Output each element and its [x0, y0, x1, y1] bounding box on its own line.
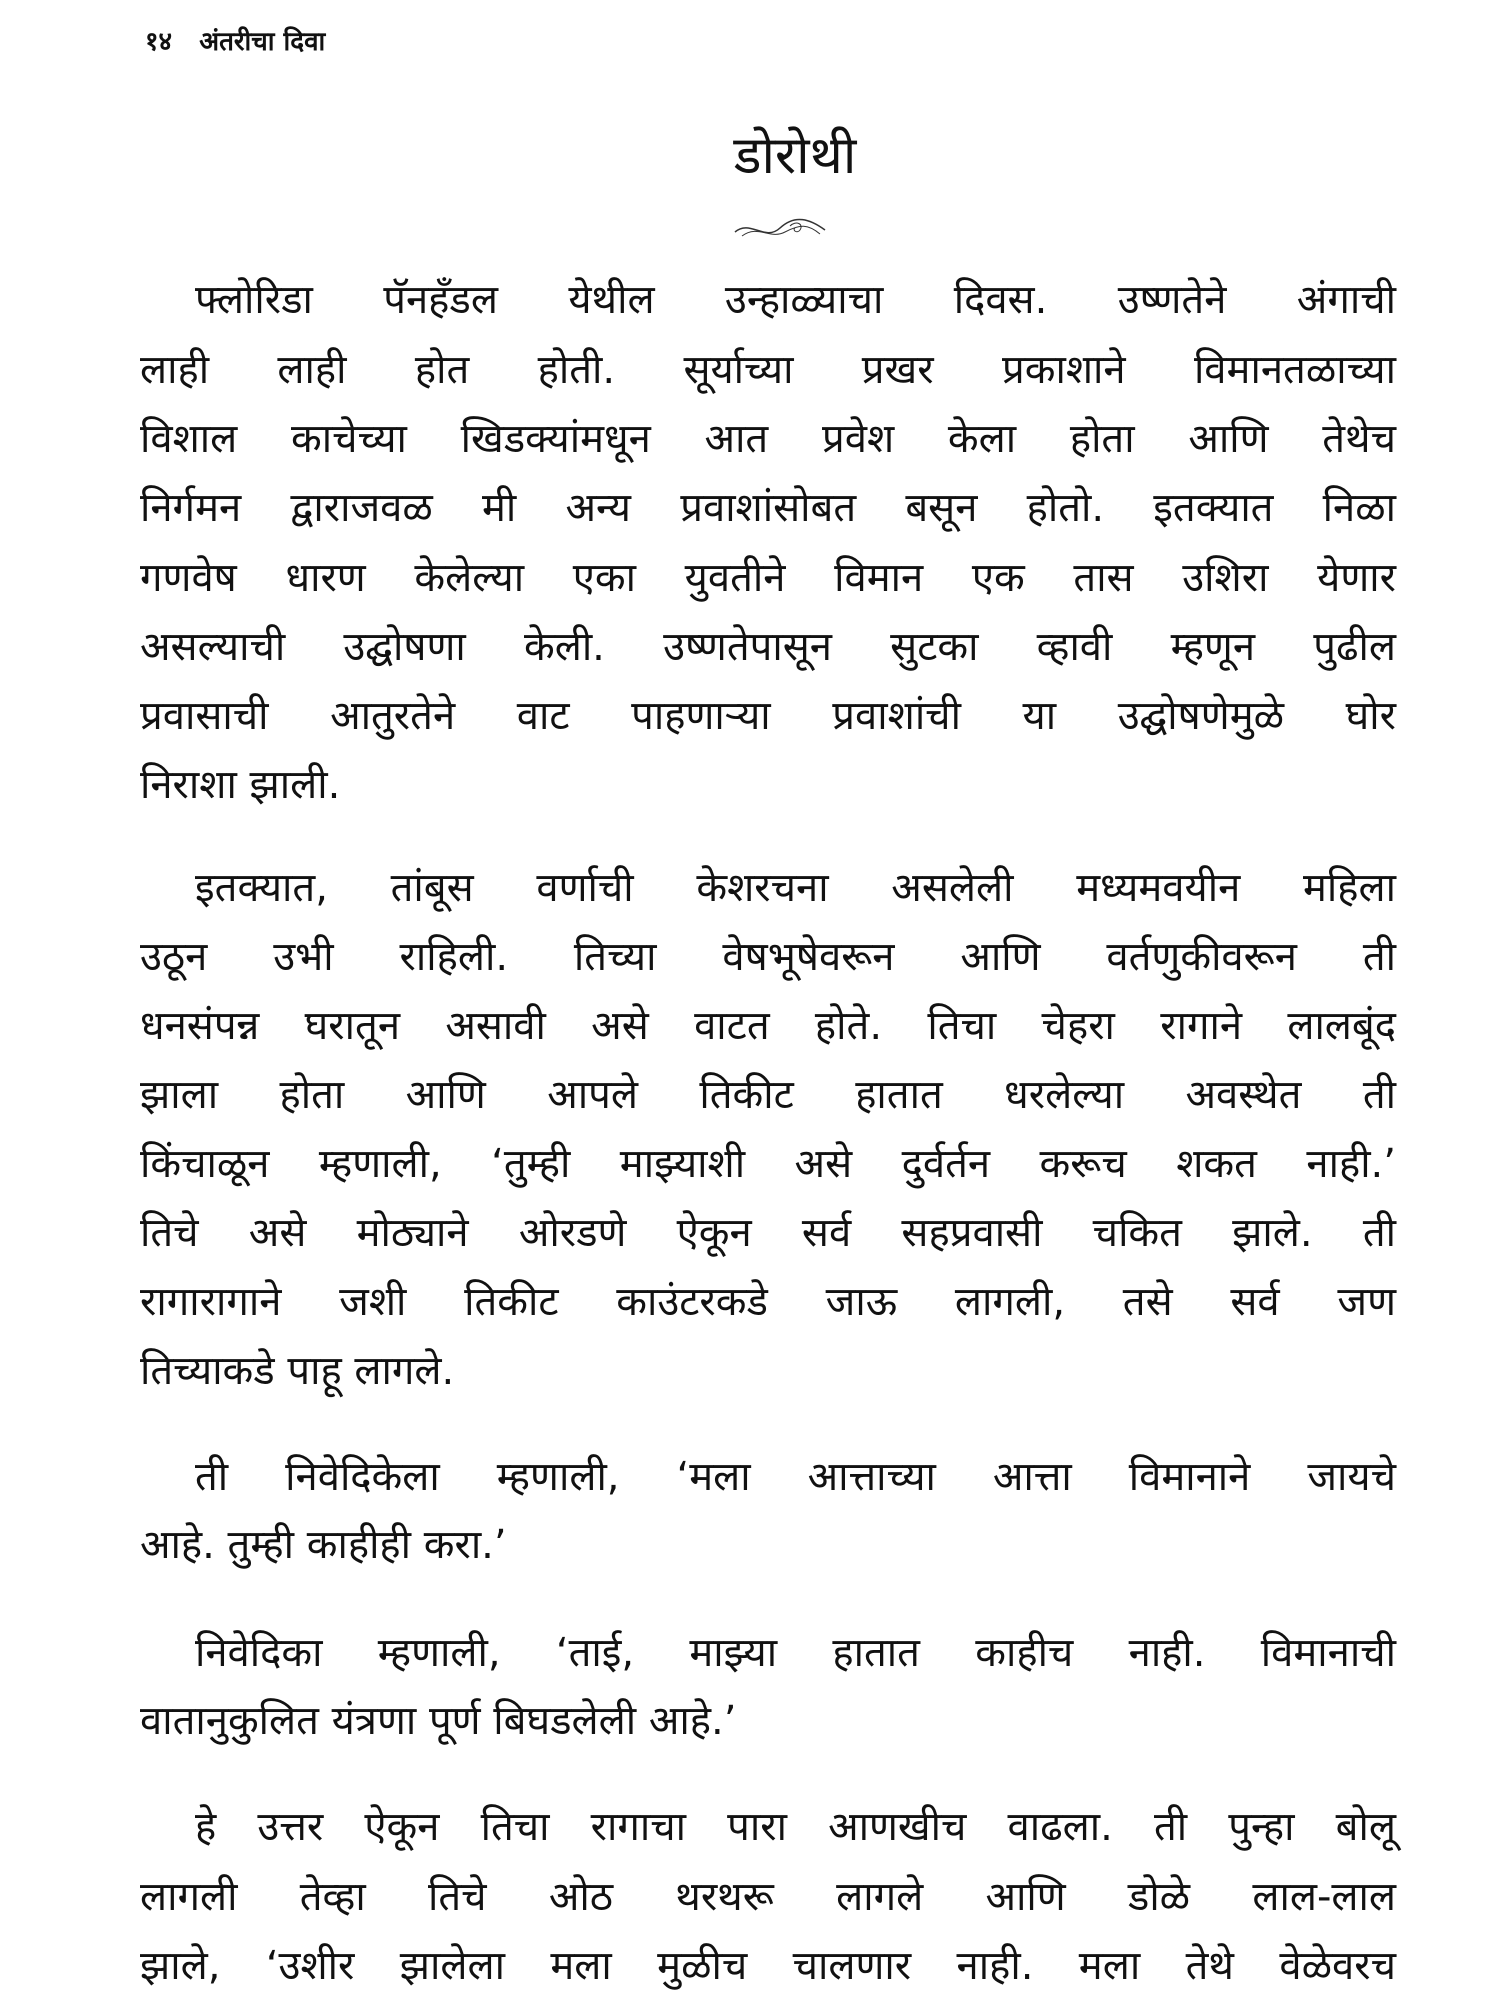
text-line: इतक्यात, तांबूस वर्णाची केशरचना असलेली मध्यमवयीन महिला: [195, 865, 1396, 911]
text-line: ती निवेदिकेला म्हणाली, ‘मला आत्ताच्या आत्ता विमानाने जायचे: [195, 1454, 1396, 1500]
running-header: [145, 22, 325, 58]
text-line: असल्याची उद्घोषणा केली. उष्णतेपासून सुटका व्हावी म्हणून पुढील: [140, 624, 1396, 670]
page-number: १४: [145, 27, 173, 57]
text-line: विशाल काचेच्या खिडक्यांमधून आत प्रवेश केला होता आणि तेथेच: [140, 416, 1396, 462]
text-line: रागारागाने जशी तिकीट काउंटरकडे जाऊ लागली, तसे सर्व जण: [140, 1279, 1396, 1325]
ornament-flourish-icon: [730, 214, 830, 244]
text-line: प्रवासाची आतुरतेने वाट पाहणाऱ्या प्रवाशांची या उद्घोषणेमुळे घोर: [140, 693, 1396, 739]
book-title: अंतरीचा दिवा: [199, 27, 326, 57]
text-line: हे उत्तर ऐकून तिचा रागाचा पारा आणखीच वाढला. ती पुन्हा बोलू: [195, 1804, 1396, 1850]
text-line: धनसंपन्न घरातून असावी असे वाटत होते. तिचा चेहरा रागाने लालबूंद: [140, 1003, 1396, 1049]
text-line: आहे. तुम्ही काहीही करा.’: [140, 1522, 507, 1568]
text-line: तिचे असे मोठ्याने ओरडणे ऐकून सर्व सहप्रवासी चकित झाले. ती: [140, 1210, 1396, 1256]
text-line: लागली तेव्हा तिचे ओठ थरथरू लागले आणि डोळे लाल-लाल: [140, 1874, 1396, 1920]
text-line: फ्लोरिडा पॅनहँडल येथील उन्हाळ्याचा दिवस. उष्णतेने अंगाची: [195, 277, 1396, 323]
text-line: निर्गमन द्वाराजवळ मी अन्य प्रवाशांसोबत बसून होतो. इतक्यात निळा: [140, 485, 1396, 531]
text-line: गणवेष धारण केलेल्या एका युवतीने विमान एक तास उशिरा येणार: [140, 555, 1396, 601]
text-line: झाला होता आणि आपले तिकीट हातात धरलेल्या अवस्थेत ती: [140, 1072, 1396, 1118]
text-line: निराशा झाली.: [140, 762, 341, 808]
text-line: किंचाळून म्हणाली, ‘तुम्ही माझ्याशी असे दुर्वर्तन करूच शकत नाही.’: [140, 1141, 1396, 1187]
chapter-title: डोरोथी: [733, 126, 857, 186]
text-line: झाले, ‘उशीर झालेला मला मुळीच चालणार नाही. मला तेथे वेळेवरच: [140, 1943, 1396, 1989]
text-line: निवेदिका म्हणाली, ‘ताई, माझ्या हातात काहीच नाही. विमानाची: [195, 1630, 1396, 1676]
text-line: वातानुकुलित यंत्रणा पूर्ण बिघडलेली आहे.’: [140, 1698, 737, 1744]
text-line: लाही लाही होत होती. सूर्याच्या प्रखर प्रकाशाने विमानतळाच्या: [140, 347, 1396, 393]
text-line: उठून उभी राहिली. तिच्या वेषभूषेवरून आणि वर्तणुकीवरून ती: [140, 934, 1396, 980]
text-line: तिच्याकडे पाहू लागले.: [140, 1348, 455, 1394]
